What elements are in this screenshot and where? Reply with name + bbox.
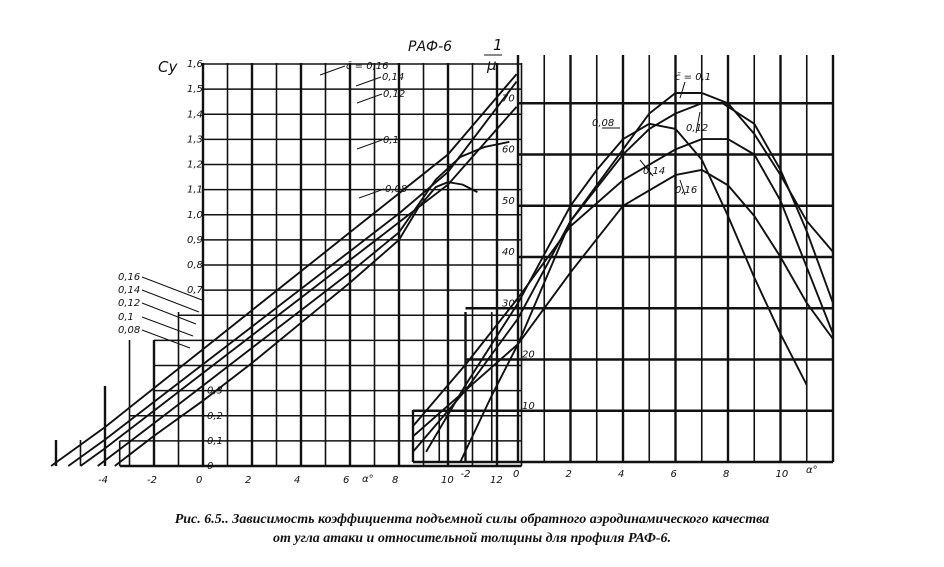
series-label: 0,12: [686, 123, 709, 134]
y-tick-label: 1,1: [187, 184, 203, 196]
series-label: 0,08: [592, 118, 615, 129]
series-label-right: 0,1: [383, 135, 399, 146]
x-tick-label: 4: [294, 475, 301, 486]
y-tick-label: 0,2: [207, 410, 223, 422]
y-tick-label: 20: [522, 349, 535, 361]
y-tick-label: 1,4: [187, 109, 203, 121]
y-tick-label: 1,6: [187, 59, 203, 70]
y-axis-label: Cy: [158, 58, 178, 76]
y-tick-label: 60: [502, 144, 515, 156]
x-tick-label: 10: [441, 475, 454, 486]
y-tick-label: 0,1: [207, 435, 223, 447]
x-tick-label: 10: [775, 469, 789, 480]
y-axis-label-denominator: μ: [487, 56, 497, 74]
series-label-left: 0,16: [118, 272, 141, 283]
leader-line: [320, 66, 345, 75]
x-tick-label: 0: [513, 469, 520, 480]
y-tick-label: 0,9: [187, 234, 203, 246]
y-tick-label: 0,8: [187, 260, 203, 271]
x-tick-label: -2: [147, 475, 157, 486]
y-axis-label-numerator: 1: [493, 36, 503, 54]
y-tick-label: 1,5: [187, 84, 203, 96]
y-tick-label: 40: [502, 247, 515, 258]
x-tick-label: 12: [490, 475, 503, 486]
x-tick-label: 2: [565, 469, 572, 480]
x-tick-label: 6: [670, 469, 677, 480]
series-label-left: 0,1: [118, 312, 134, 323]
x-tick-label: 0: [196, 475, 203, 486]
y-tick-label: 10: [522, 400, 535, 412]
series-label-left: 0,12: [118, 298, 141, 309]
x-axis-label: α°: [362, 474, 374, 485]
leader-line: [142, 303, 196, 324]
x-tick-label: 8: [723, 469, 730, 480]
series-line: [460, 103, 833, 462]
lift-coefficient-chart: [51, 58, 521, 486]
series-label: 0,14: [643, 166, 666, 177]
series-label-left: 0,14: [118, 285, 141, 296]
x-tick-label: 4: [618, 469, 625, 480]
x-tick-label: -4: [98, 475, 108, 486]
x-tick-label: -2: [460, 469, 471, 480]
x-tick-label: 8: [392, 475, 399, 486]
y-tick-label: 70: [502, 93, 515, 105]
y-tick-label: 30: [502, 298, 515, 310]
series-label-right: 0,12: [383, 89, 406, 100]
x-tick-label: 2: [245, 475, 252, 486]
y-tick-label: 50: [502, 195, 515, 207]
y-tick-label: 1,0: [187, 209, 203, 221]
figure-caption: [0, 510, 944, 548]
y-tick-label: 0: [207, 461, 214, 472]
y-tick-label: 0,7: [187, 285, 203, 297]
figure-title: РАФ-6: [408, 39, 453, 55]
x-tick-label: 6: [343, 475, 350, 486]
leader-line: [680, 82, 685, 98]
x-axis-label: α°: [806, 465, 818, 476]
series-label: c̄ = 0,1: [675, 72, 712, 83]
series-line: [426, 124, 807, 452]
caption-line-2: от угла атаки и относительной толщины для профиля РАФ-6.: [272, 531, 672, 546]
leader-line: [357, 140, 382, 149]
series-label: 0,16: [675, 185, 698, 196]
leader-line: [356, 77, 381, 86]
series-label-left: 0,08: [118, 325, 141, 336]
y-tick-label: 0,3: [207, 385, 223, 397]
series-label-right: 0,08: [385, 184, 408, 195]
y-tick-label: 1,3: [187, 134, 203, 146]
series-label-right: c̄ = 0,16: [346, 61, 389, 72]
y-tick-label: 1,2: [187, 159, 203, 171]
leader-line: [357, 94, 382, 103]
series-line: [81, 107, 517, 466]
caption-line-1: Рис. 6.5.. Зависимость коэффициента подъемной силы обратного аэродинамического качества: [174, 512, 770, 527]
series-label-right: 0,14: [382, 72, 405, 83]
inverse-lift-drag-chart: [413, 36, 833, 480]
